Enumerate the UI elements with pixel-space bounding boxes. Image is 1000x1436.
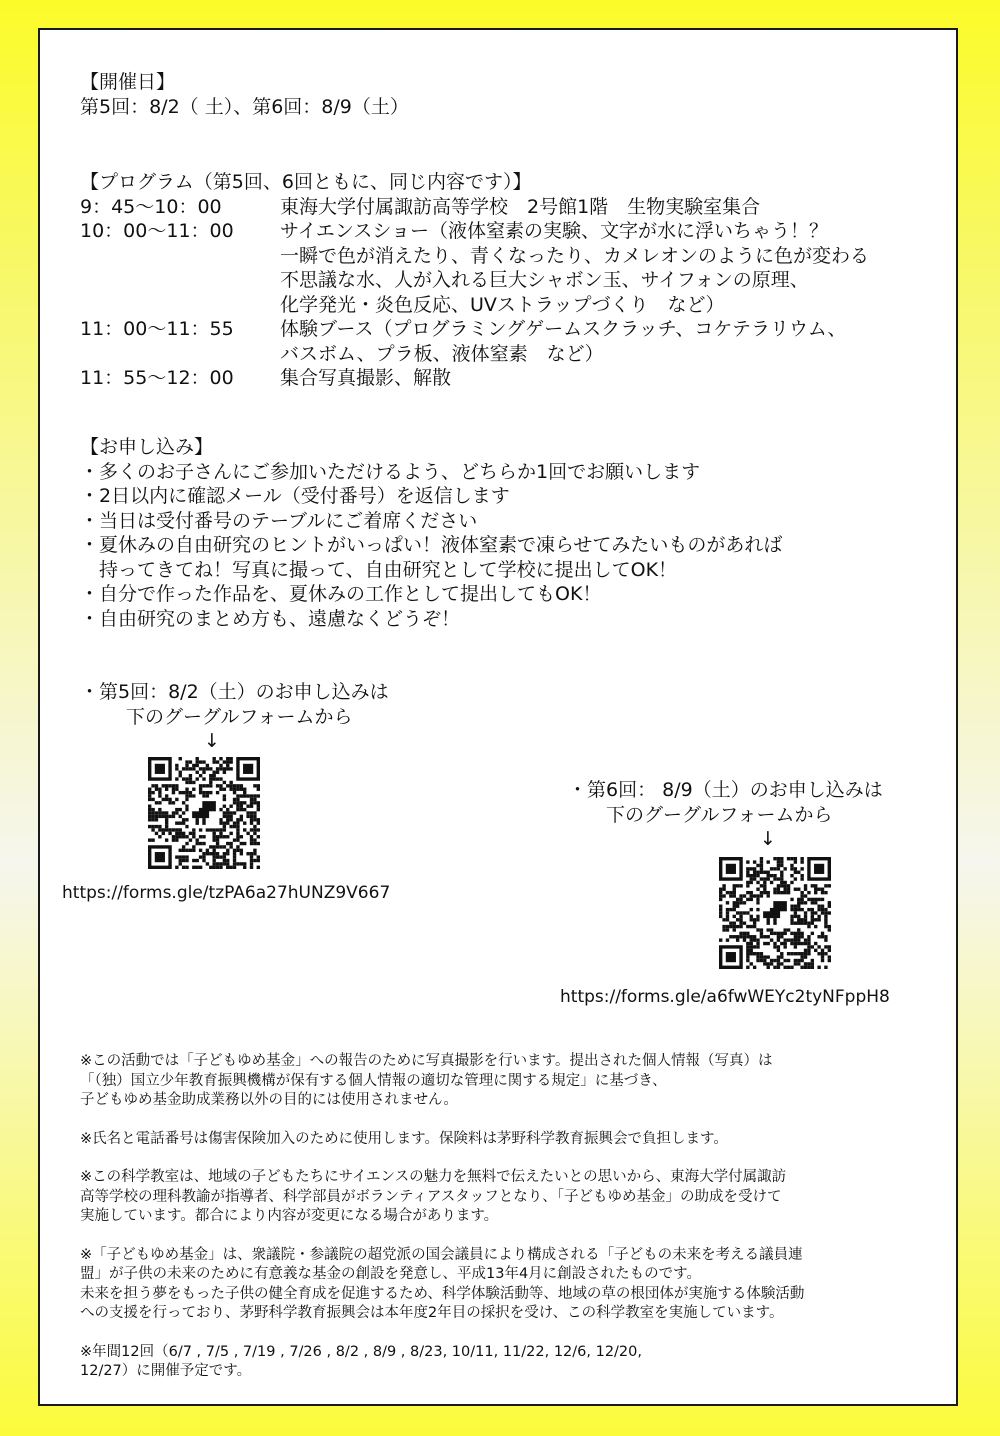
- program-row: [80, 317, 940, 342]
- down-arrow-icon: ↓: [760, 828, 776, 850]
- program-time: 11：55〜12：00: [80, 367, 234, 389]
- form5-line1: ・第5回：8/2（土）のお申し込みは: [80, 681, 389, 703]
- program-time: 10：00〜11：00: [80, 220, 234, 242]
- apply-list: [80, 460, 782, 632]
- dates-line: 第5回：8/2（ 土）、第6回：8/9（土）: [80, 95, 409, 118]
- form5-section: [80, 680, 440, 754]
- note-line: への支援を行っており、茅野科学教育振興会は本年度2年目の採択を受け、この科学教室を実施しています。: [80, 1305, 784, 1321]
- program-time: 11：00〜11：55: [80, 318, 234, 340]
- program-row: [80, 366, 940, 391]
- apply-item: ・夏休みの自由研究のヒントがいっぱい！液体窒素で凍らせてみたいものがあれば: [80, 534, 783, 556]
- note-paragraph: [80, 1168, 940, 1227]
- program-row-cont: [80, 268, 940, 293]
- qr-code-icon: [719, 857, 831, 969]
- note-line: ※「子どもゆめ基金」は、衆議院・参議院の超党派の国会議員により構成される「子どもの未来を考える議員連: [80, 1246, 803, 1263]
- program-section: [80, 170, 940, 391]
- form5-line2: 下のグーグルフォームから: [126, 705, 353, 728]
- note-paragraph: [80, 1343, 940, 1382]
- program-desc: 東海大学付属諏訪高等学校 2号館1階 生物実験室集合: [280, 195, 761, 218]
- note-line: ※この活動では「子どもゆめ基金」への報告のために写真撮影を行います。提出された個人情報（写真）は: [80, 1053, 773, 1069]
- apply-item: 持ってきてね！写真に撮って、自由研究として学校に提出してOK！: [80, 558, 678, 581]
- program-time: 9：45〜10：00: [80, 195, 222, 218]
- note-line: ※年間12回（6/7 , 7/5 , 7/19 , 7/26 , 8/2 , 8/9 , 8/23, 10/11, 11/22, 12/6, 12/20,: [80, 1343, 642, 1360]
- program-desc: バスボム、プラ板、液体窒素 など）: [280, 342, 604, 365]
- note-line: 12/27）に開催予定です。: [80, 1363, 252, 1379]
- form6-url[interactable]: https://forms.gle/a6fwWEYc2tyNFppH8: [560, 987, 890, 1007]
- program-desc: 不思議な水、人が入れる巨大シャボン玉、サイフォンの原理、: [280, 269, 809, 291]
- note-line: ※氏名と電話番号は傷害保険加入のために使用します。保険料は茅野科学教育振興会で負担します。: [80, 1130, 728, 1147]
- apply-item: ・当日は受付番号のテーブルにご着席ください: [80, 509, 478, 532]
- note-line: 高等学校の理科教諭が指導者、科学部員がボランティアスタッフとなり、「子どもゆめ基金」の助成を受けて: [80, 1188, 782, 1205]
- program-row-cont: [80, 293, 940, 318]
- form6-section: [568, 778, 948, 852]
- notes-section: [80, 1052, 940, 1382]
- form6-line1: ・第6回： 8/9（土）のお申し込みは: [568, 779, 883, 801]
- apply-section: [80, 435, 782, 631]
- program-row-cont: [80, 342, 940, 367]
- apply-item: ・2日以内に確認メール（受付番号）を返信します: [80, 485, 510, 507]
- note-line: 実施しています。都合により内容が変更になる場合があります。: [80, 1208, 499, 1224]
- note-paragraph: [80, 1246, 940, 1324]
- qr-code-icon: [148, 757, 260, 869]
- note-line: 「（独）国立少年教育振興機構が保有する個人情報の適切な管理に関する規定」に基づき、: [80, 1072, 667, 1089]
- form5-url[interactable]: https://forms.gle/tzPA6a27hUNZ9V667: [62, 883, 391, 903]
- program-heading: 【プログラム（第5回、6回ともに、同じ内容です）】: [80, 171, 532, 193]
- note-line: 盟」が子供の未来のために有意義な基金の創設を発意し、平成13年4月に創設されたものです。: [80, 1266, 702, 1282]
- dates-section: [80, 70, 409, 119]
- flyer-sheet: [38, 28, 958, 1406]
- form6-line2: 下のグーグルフォームから: [606, 803, 833, 826]
- program-desc: 化学発光・炎色反応、UVストラップづくり など）: [280, 293, 725, 316]
- program-row: [80, 219, 940, 244]
- note-paragraph: [80, 1052, 940, 1111]
- note-line: ※この科学教室は、地域の子どもたちにサイエンスの魅力を無料で伝えたいとの思いから、東海大学付属諏訪: [80, 1169, 787, 1185]
- apply-heading: 【お申し込み】: [80, 436, 214, 458]
- note-line: 子どもゆめ基金助成業務以外の目的には使用されません。: [80, 1092, 458, 1108]
- note-line: 未来を担う夢をもった子供の健全育成を促進するため、科学体験活動等、地域の草の根団体が実施する体験活動: [80, 1285, 805, 1302]
- form6-qr-code[interactable]: [719, 857, 831, 969]
- apply-item: ・多くのお子さんにご参加いただけるよう、どちらか1回でお願いします: [80, 460, 701, 483]
- program-row-cont: [80, 244, 940, 269]
- apply-item: ・自分で作った作品を、夏休みの工作として提出してもOK！: [80, 583, 602, 605]
- program-desc: 体験ブース（プログラミングゲームスクラッチ、コケテラリウム、: [280, 318, 847, 340]
- program-desc: 集合写真撮影、解散: [280, 367, 452, 389]
- form5-qr-code[interactable]: [148, 757, 260, 869]
- program-desc: サイエンスショー（液体窒素の実験、文字が水に浮いちゃう！？: [280, 220, 828, 242]
- program-row: [80, 195, 940, 220]
- program-desc: 一瞬で色が消えたり、青くなったり、カメレオンのように色が変わる: [280, 244, 870, 267]
- down-arrow-icon: ↓: [204, 730, 220, 752]
- apply-item: ・自由研究のまとめ方も、遠慮なくどうぞ！: [80, 607, 461, 630]
- dates-heading: 【開催日】: [80, 71, 176, 93]
- note-paragraph: [80, 1130, 940, 1150]
